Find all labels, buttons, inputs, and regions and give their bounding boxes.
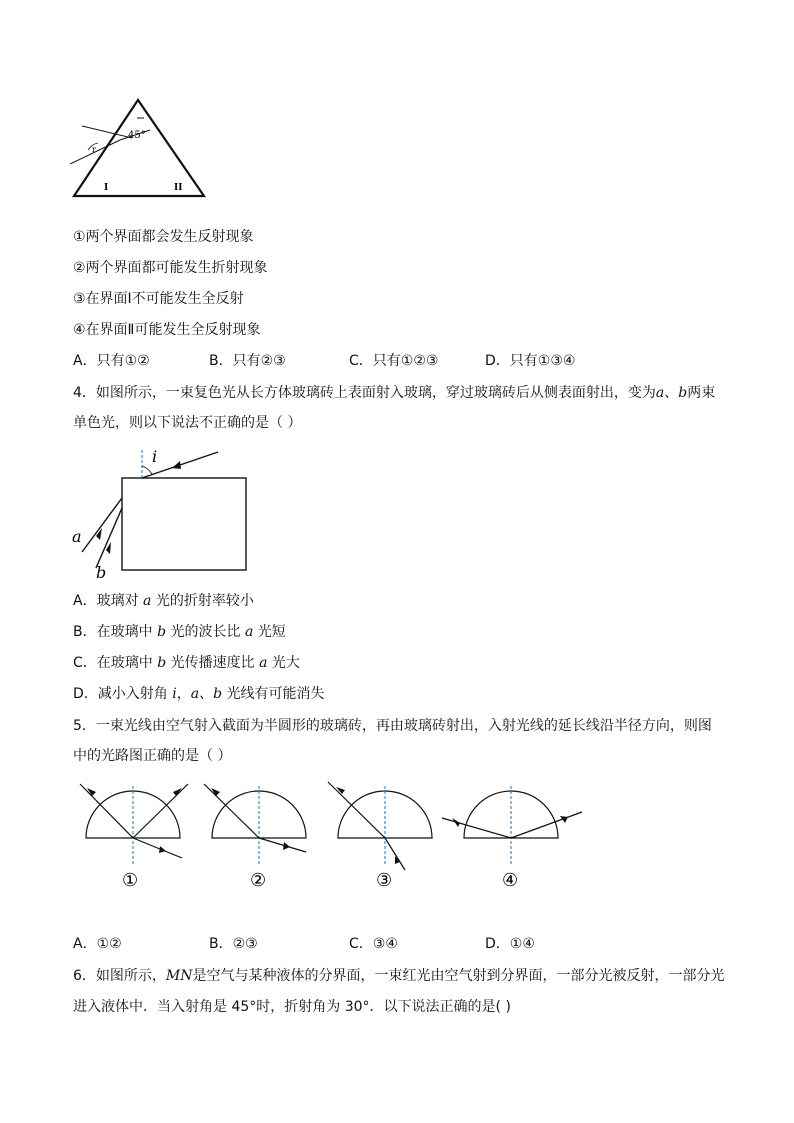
option-text: B．在玻璃中 xyxy=(73,624,158,640)
figure-label-4: ④ xyxy=(502,870,519,891)
q4-stem-text: 4．如图所示，一束复色光从长方体玻璃砖上表面射入玻璃，穿过玻璃砖后从侧表面射出，变为 xyxy=(73,385,656,401)
q5-option-c[interactable]: C．③④ xyxy=(349,936,398,952)
q6-stem-line1 xyxy=(73,966,725,986)
figure-3 xyxy=(328,782,432,891)
var-a: a xyxy=(190,686,200,702)
var-a: a xyxy=(143,593,152,609)
var-a: a xyxy=(655,385,665,401)
var-a: a xyxy=(244,624,254,640)
option-text: 光大 xyxy=(267,655,300,671)
q4-stem-line1 xyxy=(73,383,715,403)
q4-stem-tail: 两束 xyxy=(687,385,716,401)
option-text: 光的折射率较小 xyxy=(151,593,254,609)
var-i: i xyxy=(172,686,177,702)
q4-option-a[interactable] xyxy=(73,591,254,611)
var-a: a xyxy=(259,655,268,671)
interface-label-right: II xyxy=(174,183,183,193)
prism-figure xyxy=(70,96,210,200)
q3-item-1: ①两个界面都会发生反射现象 xyxy=(73,229,254,245)
var-b: b xyxy=(157,624,167,640)
q3-item-4: ④在界面Ⅱ可能发生全反射现象 xyxy=(73,322,261,338)
q4-stem-line2: 单色光，则以下说法不正确的是（ ） xyxy=(73,415,302,431)
q3-option-d[interactable]: D．只有①③④ xyxy=(485,353,576,369)
q5-option-d[interactable]: D．①④ xyxy=(485,936,535,952)
var-b: b xyxy=(157,655,167,671)
option-text: 光线有可能消失 xyxy=(222,686,325,702)
q4-option-c[interactable] xyxy=(73,653,300,673)
q4-option-d[interactable] xyxy=(73,684,325,704)
q3-option-a[interactable]: A．只有①② xyxy=(73,353,150,369)
interface-label-left: I xyxy=(104,183,109,193)
q6-stem-text: 6．如图所示， xyxy=(73,968,166,984)
option-text: ， xyxy=(176,686,191,702)
q3-option-b[interactable]: B．只有②③ xyxy=(209,353,286,369)
q4-option-b[interactable] xyxy=(73,622,286,642)
figure-2 xyxy=(204,784,306,891)
apex-angle-label: 45° xyxy=(128,130,146,141)
q5-option-b[interactable]: B．②③ xyxy=(209,936,258,952)
figure-label-3: ③ xyxy=(376,870,393,891)
var-b: b xyxy=(213,686,223,702)
q6-stem-text: 是空气与某种液体的分界面，一束红光由空气射到分界面，一部分光被反射，一部分光 xyxy=(192,968,725,984)
option-text: D．减小入射角 xyxy=(73,686,173,702)
figure-label-1: ① xyxy=(122,870,139,891)
q6-stem-line2: 进入液体中．当入射角是 45°时，折射角为 30°．以下说法正确的是( ) xyxy=(73,999,511,1015)
q5-stem-line2: 中的光路图正确的是（ ） xyxy=(73,748,232,764)
q3-item-3: ③在界面Ⅰ不可能发生全反射 xyxy=(73,291,244,307)
option-text: 光的波长比 xyxy=(166,624,245,640)
q3-option-c[interactable]: C．只有①②③ xyxy=(349,353,439,369)
q3-item-2: ②两个界面都可能发生折射现象 xyxy=(73,260,268,276)
option-text: 、 xyxy=(199,686,214,702)
ray-a-label: a xyxy=(72,527,82,546)
option-text: A．玻璃对 xyxy=(73,593,144,609)
var-mn: MN xyxy=(165,968,193,984)
q5-stem-line1: 5．一束光线由空气射入截面为半圆形的玻璃砖，再由玻璃砖射出，入射光线的延长线沿半径方向，则图 xyxy=(73,718,712,734)
option-text: 光短 xyxy=(253,624,286,640)
figure-1 xyxy=(80,784,188,891)
figure-4 xyxy=(442,786,582,891)
separator: 、 xyxy=(664,385,679,401)
figure-label-2: ② xyxy=(250,870,267,891)
semicircle-figures xyxy=(70,776,590,896)
glass-brick-figure xyxy=(70,444,250,580)
option-text: 光传播速度比 xyxy=(166,655,260,671)
ray-b-label: b xyxy=(96,563,107,580)
incidence-angle-label: i xyxy=(152,447,158,466)
option-text: C．在玻璃中 xyxy=(73,655,158,671)
ray-label: r xyxy=(92,145,96,154)
q5-option-a[interactable]: A．①② xyxy=(73,936,122,952)
var-b: b xyxy=(678,385,688,401)
